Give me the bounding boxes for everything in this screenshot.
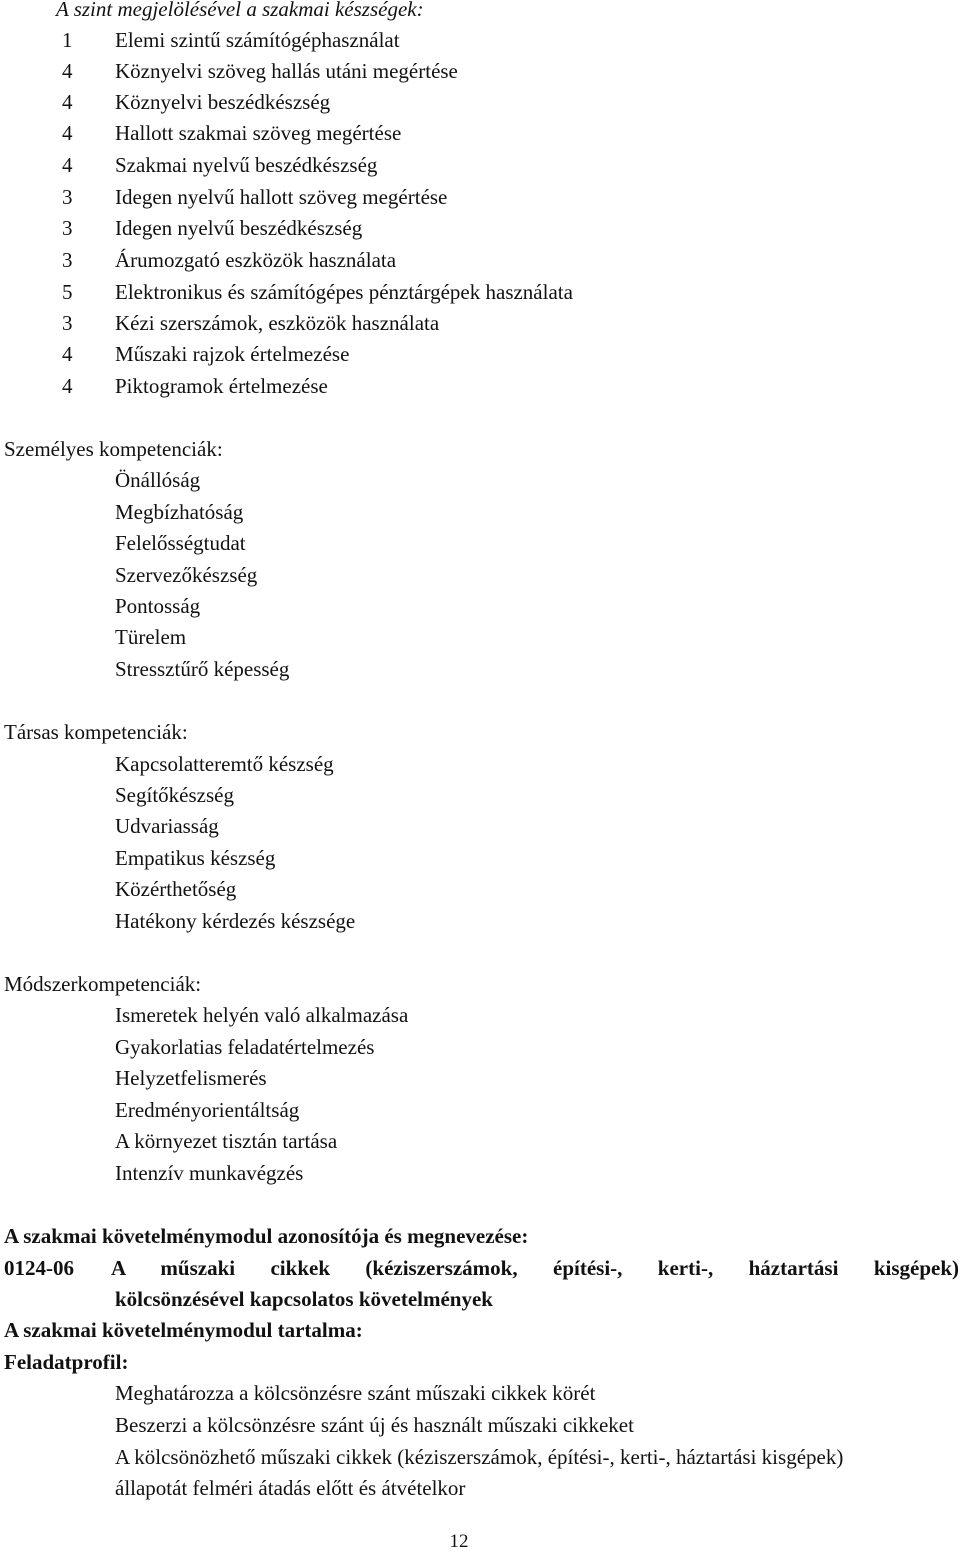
skill-row xyxy=(4,213,960,244)
list-item: állapotát felméri átadás előtt és átvételkor xyxy=(115,1476,466,1500)
personal-competences-heading: Személyes kompetenciák: xyxy=(4,437,223,461)
skill-row xyxy=(4,87,960,118)
skill-level: 4 xyxy=(62,153,73,177)
module-id-heading: A szakmai követelménymodul azonosítója és megnevezése: xyxy=(4,1224,529,1248)
skill-name: Árumozgató eszközök használata xyxy=(115,248,397,272)
skill-level: 4 xyxy=(62,342,73,366)
skill-row xyxy=(4,182,960,213)
list-item: Intenzív munkavégzés xyxy=(115,1161,304,1185)
list-item: Hatékony kérdezés készsége xyxy=(115,909,356,933)
list-item: Ismeretek helyén való alkalmazása xyxy=(115,1003,409,1027)
skill-name: Idegen nyelvű beszédkészség xyxy=(115,216,363,240)
task-profile-heading: Feladatprofil: xyxy=(4,1350,129,1374)
module-name: A műszaki cikkek (kéziszerszámok, építési-, kerti-, háztartási kisgépek) xyxy=(111,1256,959,1280)
list-item: Önállóság xyxy=(115,468,201,492)
list-item: Empatikus készség xyxy=(115,846,276,870)
list-item: Türelem xyxy=(115,625,187,649)
skill-level: 4 xyxy=(62,59,73,83)
skill-name: Elemi szintű számítógéphasználat xyxy=(115,28,400,52)
list-item: Közérthetőség xyxy=(115,877,237,901)
skill-row xyxy=(4,150,960,181)
skill-level: 4 xyxy=(62,90,73,114)
list-item: Beszerzi a kölcsönzésre szánt új és használt műszaki cikkeket xyxy=(115,1413,634,1437)
method-competences-heading: Módszerkompetenciák: xyxy=(4,972,202,996)
social-competences-heading: Társas kompetenciák: xyxy=(4,720,188,744)
skill-row xyxy=(4,25,960,56)
page-number: 12 xyxy=(449,1531,469,1552)
skill-row xyxy=(4,277,960,308)
list-item: Kapcsolatteremtő készség xyxy=(115,752,334,776)
skill-name: Műszaki rajzok értelmezése xyxy=(115,342,350,366)
skill-row xyxy=(4,245,960,276)
skill-name: Piktogramok értelmezése xyxy=(115,374,328,398)
list-item: Eredményorientáltság xyxy=(115,1098,300,1122)
module-code: 0124-06 xyxy=(4,1256,74,1280)
list-item: Segítőkészség xyxy=(115,783,234,807)
list-item: Szervezőkészség xyxy=(115,563,258,587)
module-content-heading: A szakmai követelménymodul tartalma: xyxy=(4,1318,363,1342)
skill-level: 4 xyxy=(62,374,73,398)
skill-level: 3 xyxy=(62,216,73,240)
skill-row xyxy=(4,339,960,370)
skill-name: Idegen nyelvű hallott szöveg megértése xyxy=(115,185,448,209)
list-item: Meghatározza a kölcsönzésre szánt műszaki cikkek körét xyxy=(115,1381,596,1405)
list-item: Pontosság xyxy=(115,594,201,618)
list-item: Gyakorlatias feladatértelmezés xyxy=(115,1035,375,1059)
list-item: A kölcsönözhető műszaki cikkek (kéziszerszámok, építési-, kerti-, háztartási kisgépek) xyxy=(115,1445,844,1469)
module-title-row xyxy=(4,1253,959,1284)
skill-name: Kézi szerszámok, eszközök használata xyxy=(115,311,440,335)
skill-name: Szakmai nyelvű beszédkészség xyxy=(115,153,378,177)
skill-name: Elektronikus és számítógépes pénztárgépek használata xyxy=(115,280,573,304)
list-item: Megbízhatóság xyxy=(115,500,244,524)
list-item: A környezet tisztán tartása xyxy=(115,1129,338,1153)
skill-row xyxy=(4,118,960,149)
skill-name: Köznyelvi szöveg hallás utáni megértése xyxy=(115,59,458,83)
list-item: Felelősségtudat xyxy=(115,531,246,555)
skill-level: 5 xyxy=(62,280,73,304)
list-item: Udvariasság xyxy=(115,814,219,838)
skill-row xyxy=(4,56,960,87)
list-item: Stressztűrő képesség xyxy=(115,657,290,681)
skill-row xyxy=(4,308,960,339)
skill-name: Hallott szakmai szöveg megértése xyxy=(115,121,402,145)
skill-name: Köznyelvi beszédkészség xyxy=(115,90,331,114)
skill-level: 3 xyxy=(62,311,73,335)
skill-level: 3 xyxy=(62,185,73,209)
skill-row xyxy=(4,371,960,402)
module-name-continuation: kölcsönzésével kapcsolatos követelmények xyxy=(115,1287,493,1311)
list-item: Helyzetfelismerés xyxy=(115,1066,267,1090)
skill-level-heading: A szint megjelölésével a szakmai készségek: xyxy=(56,0,424,21)
skill-level: 4 xyxy=(62,121,73,145)
skill-level: 3 xyxy=(62,248,73,272)
skill-level: 1 xyxy=(62,28,73,52)
